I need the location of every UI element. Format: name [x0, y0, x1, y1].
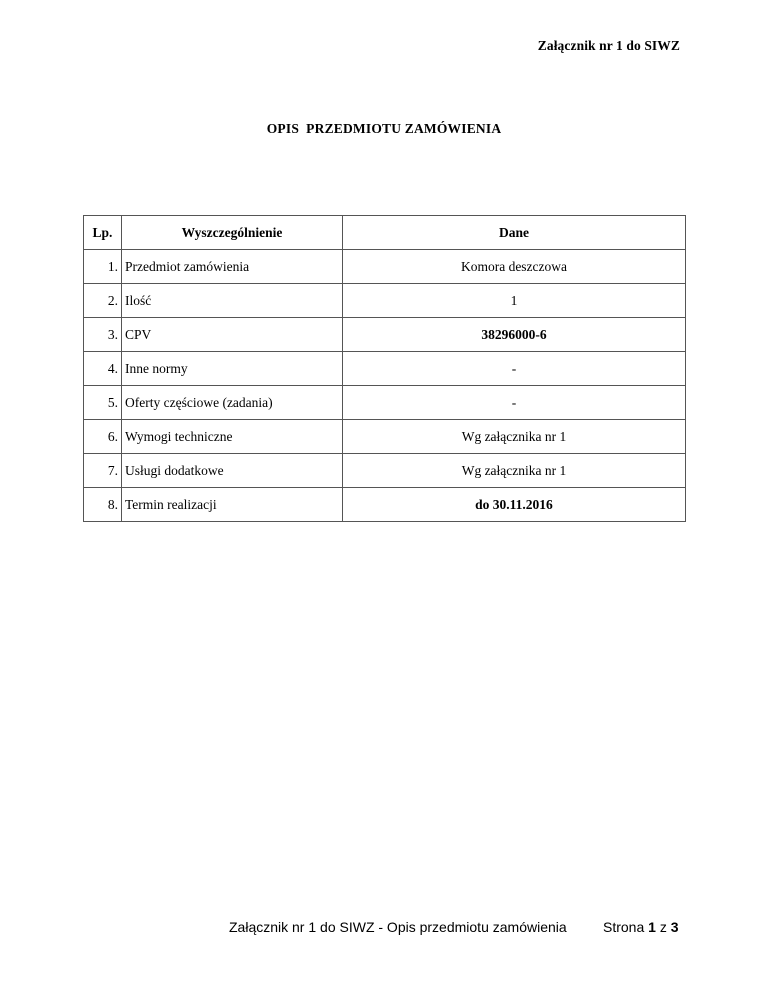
row-number: 5.: [84, 386, 122, 420]
row-item: Termin realizacji: [122, 488, 343, 522]
header-lp: Lp.: [84, 216, 122, 250]
row-data: -: [343, 386, 686, 420]
row-number: 3.: [84, 318, 122, 352]
row-item: Inne normy: [122, 352, 343, 386]
table-header-row: [84, 216, 686, 250]
row-data: Wg załącznika nr 1: [343, 454, 686, 488]
page-number: [603, 919, 679, 935]
page-label: Strona: [603, 919, 645, 935]
row-data: do 30.11.2016: [343, 488, 686, 522]
page-total: 3: [670, 919, 679, 935]
row-data: -: [343, 352, 686, 386]
document-title: [0, 121, 768, 137]
row-item: Wymogi techniczne: [122, 420, 343, 454]
row-number: 4.: [84, 352, 122, 386]
row-item: Ilość: [122, 284, 343, 318]
table-row: [84, 454, 686, 488]
row-number: 1.: [84, 250, 122, 284]
document-title-text: OPIS PRZEDMIOTU ZAMÓWIENIA: [266, 121, 502, 136]
row-data: Wg załącznika nr 1: [343, 420, 686, 454]
row-number: 8.: [84, 488, 122, 522]
table-row: [84, 352, 686, 386]
row-data: 1: [343, 284, 686, 318]
specification-table: [83, 215, 686, 522]
row-item: CPV: [122, 318, 343, 352]
table-row: [84, 386, 686, 420]
table-row: [84, 420, 686, 454]
header-data: Dane: [343, 216, 686, 250]
page-current: 1: [648, 919, 656, 935]
row-data: Komora deszczowa: [343, 250, 686, 284]
row-number: 2.: [84, 284, 122, 318]
header-item: Wyszczególnienie: [122, 216, 343, 250]
row-number: 6.: [84, 420, 122, 454]
row-item: Usługi dodatkowe: [122, 454, 343, 488]
row-data: 38296000-6: [343, 318, 686, 352]
annex-header: Załącznik nr 1 do SIWZ: [537, 38, 680, 53]
table-row: [84, 250, 686, 284]
table-row: [84, 318, 686, 352]
row-item: Oferty częściowe (zadania): [122, 386, 343, 420]
table-row: [84, 488, 686, 522]
row-number: 7.: [84, 454, 122, 488]
row-item: Przedmiot zamówienia: [122, 250, 343, 284]
footer-text: Załącznik nr 1 do SIWZ - Opis przedmiotu zamówienia: [229, 919, 567, 935]
table-row: [84, 284, 686, 318]
page-of: z: [659, 919, 667, 935]
